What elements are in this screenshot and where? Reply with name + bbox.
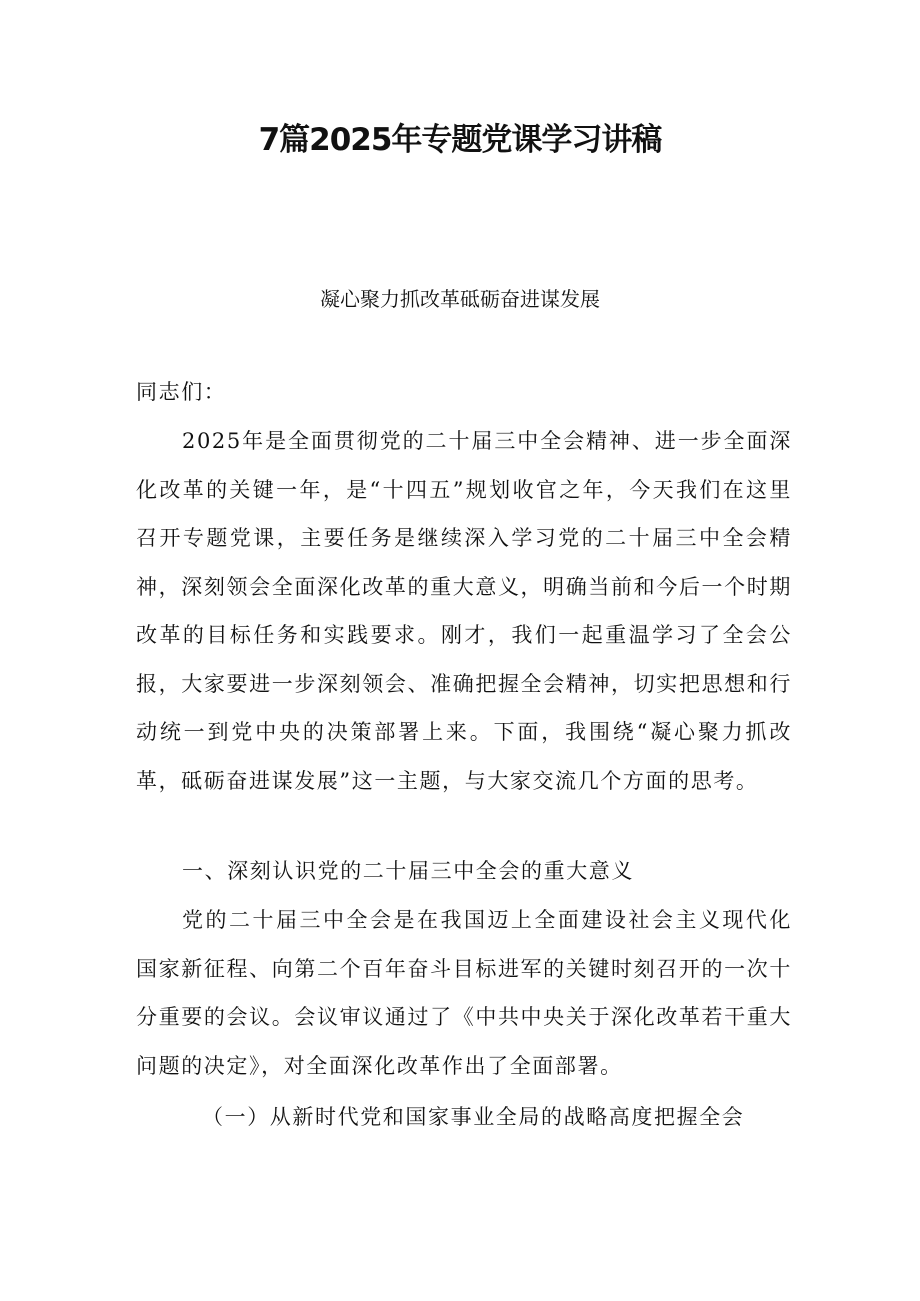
subsection-heading: （一）从新时代党和国家事业全局的战略高度把握全会 <box>202 1105 745 1129</box>
document-subtitle: 凝心聚力抓改革砥砺奋进谋发展 <box>320 287 600 311</box>
section-heading: 一、深刻认识党的二十届三中全会的重大意义 <box>182 859 634 883</box>
document-title: 7篇2025年专题党课学习讲稿 <box>258 122 662 158</box>
salutation: 同志们： <box>136 380 227 404</box>
body-paragraph: 党的二十届三中全会是在我国迈上全面建设社会主义现代化国家新征程、向第二个百年奋斗目标进军的关键时刻召开的一次十分重要的会议。会议审议通过了《中共中央关于深化改革若干重大问题的决定》，对全面深化改革作出了全面部署。 <box>136 908 792 1078</box>
body-paragraph: 2025年是全面贯彻党的二十届三中全会精神、进一步全面深化改革的关键一年，是“十四五”规划收官之年，今天我们在这里召开专题党课，主要任务是继续深入学习党的二十届三中全会精神，深刻领会全面深化改革的重大意义，明确当前和今后一个时期改革的目标任务和实践要求。刚才，我们一起重温学习了全会公报，大家要进一步深刻领会、准确把握全会精神，切实把思想和行动统一到党中央的决策部署上来。下面，我围绕“凝心聚力抓改革，砥砺奋进谋发展”这一主题，与大家交流几个方面的思考。 <box>136 429 792 793</box>
